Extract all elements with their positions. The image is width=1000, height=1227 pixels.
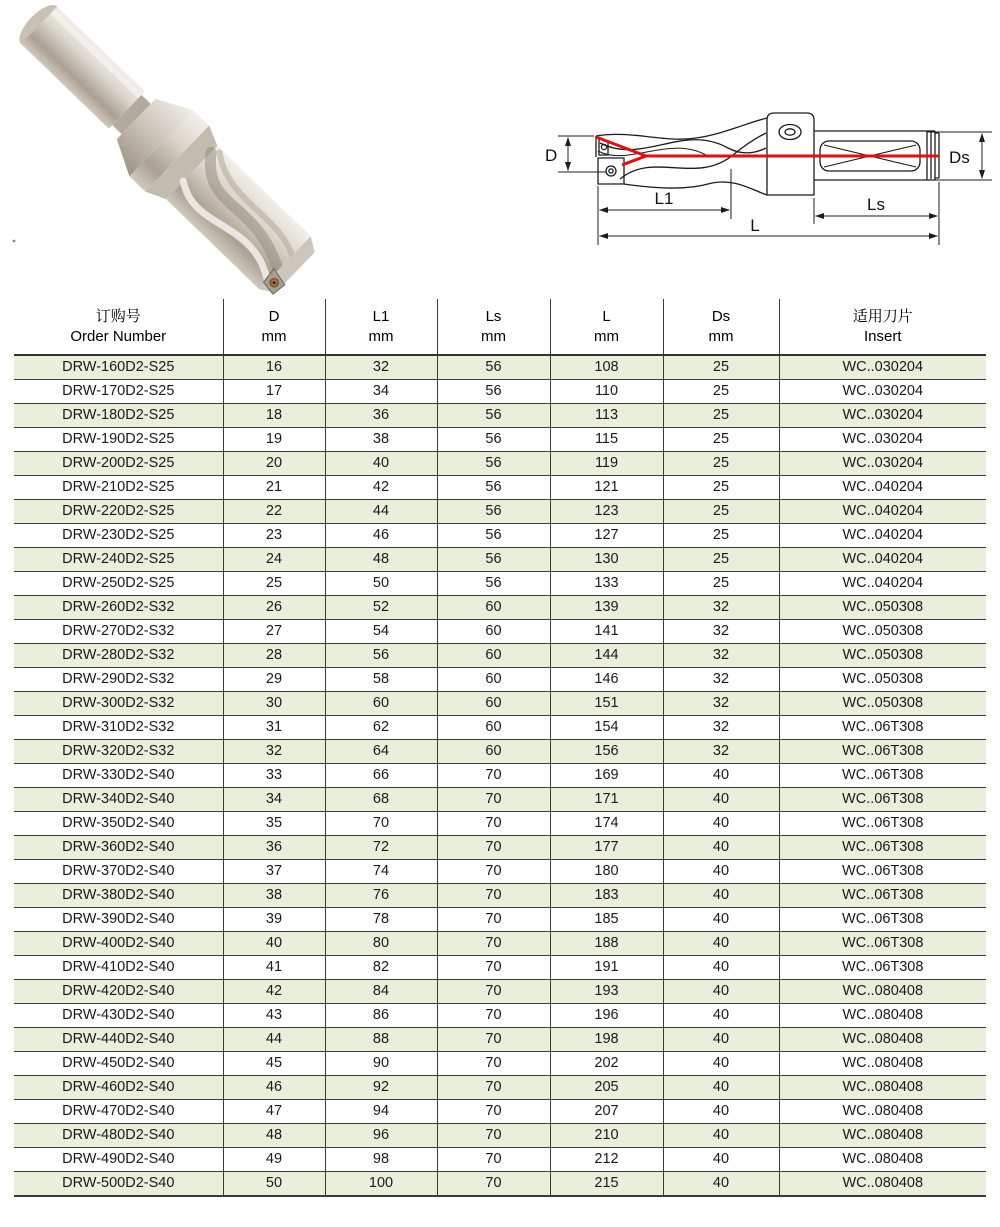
table-cell: 60 [437,619,550,643]
table-cell: 25 [663,547,779,571]
table-row [14,1027,986,1051]
table-cell: 56 [437,523,550,547]
table-cell: 48 [325,547,437,571]
table-row [14,1075,986,1099]
table-cell: 113 [550,403,663,427]
table-cell: 40 [663,859,779,883]
table-cell: DRW-280D2-S32 [14,643,223,667]
table-cell: WC..030204 [779,427,986,451]
table-cell: 32 [663,595,779,619]
table-cell: 40 [663,835,779,859]
table-cell: 25 [663,427,779,451]
table-cell: 70 [437,835,550,859]
table-cell: 139 [550,595,663,619]
table-cell: 66 [325,763,437,787]
table-cell: 70 [437,787,550,811]
col-header-ls: Ls mm [437,299,550,355]
table-cell: 39 [223,907,325,931]
table-cell: DRW-350D2-S40 [14,811,223,835]
table-cell: DRW-470D2-S40 [14,1099,223,1123]
table-cell: WC..030204 [779,379,986,403]
speck [13,240,16,243]
table-cell: 56 [437,475,550,499]
table-cell: 60 [437,643,550,667]
table-cell: 29 [223,667,325,691]
dim-label-ls: Ls [867,195,885,214]
table-cell: WC..06T308 [779,859,986,883]
table-cell: DRW-210D2-S25 [14,475,223,499]
table-cell: WC..080408 [779,1003,986,1027]
table-cell: 68 [325,787,437,811]
table-cell: 32 [663,619,779,643]
table-cell: 40 [663,979,779,1003]
table-row [14,1003,986,1027]
table-cell: 70 [437,1147,550,1171]
table-cell: 56 [437,571,550,595]
table-cell: 18 [223,403,325,427]
table-cell: 82 [325,955,437,979]
table-cell: 70 [437,883,550,907]
table-cell: 40 [663,787,779,811]
table-cell: DRW-370D2-S40 [14,859,223,883]
table-cell: WC..080408 [779,1147,986,1171]
table-cell: DRW-500D2-S40 [14,1171,223,1196]
table-row [14,571,986,595]
table-cell: 144 [550,643,663,667]
table-cell: DRW-270D2-S32 [14,619,223,643]
table-cell: 24 [223,547,325,571]
dim-label-l1: L1 [654,189,674,208]
table-cell: 56 [437,451,550,475]
table-row [14,763,986,787]
table-cell: WC..080408 [779,1123,986,1147]
table-row [14,931,986,955]
table-cell: DRW-180D2-S25 [14,403,223,427]
table-row [14,403,986,427]
table-row [14,427,986,451]
table-cell: 171 [550,787,663,811]
table-cell: 42 [325,475,437,499]
col-header-order-number: 订购号 Order Number [14,299,223,355]
table-cell: 52 [325,595,437,619]
table-cell: WC..080408 [779,1171,986,1196]
table-cell: 56 [437,547,550,571]
dim-label-d: D [545,146,558,165]
table-cell: 215 [550,1171,663,1196]
table-cell: 133 [550,571,663,595]
table-cell: DRW-160D2-S25 [14,355,223,380]
table-cell: DRW-360D2-S40 [14,835,223,859]
table-row [14,451,986,475]
table-cell: 50 [325,571,437,595]
table-cell: WC..050308 [779,643,986,667]
table-cell: 45 [223,1051,325,1075]
table-cell: WC..06T308 [779,763,986,787]
table-cell: WC..080408 [779,1027,986,1051]
table-cell: DRW-380D2-S40 [14,883,223,907]
table-cell: 40 [663,763,779,787]
table-cell: 36 [325,403,437,427]
table-cell: 17 [223,379,325,403]
table-cell: 130 [550,547,663,571]
table-row [14,979,986,1003]
table-cell: DRW-300D2-S32 [14,691,223,715]
table-cell: 60 [437,739,550,763]
table-cell: 31 [223,715,325,739]
table-cell: DRW-290D2-S32 [14,667,223,691]
table-row [14,355,986,380]
table-row [14,907,986,931]
table-cell: DRW-170D2-S25 [14,379,223,403]
table-cell: 40 [663,883,779,907]
table-cell: 58 [325,667,437,691]
table-cell: 20 [223,451,325,475]
col-header-l: L mm [550,299,663,355]
table-body [14,355,986,1196]
table-cell: 70 [437,859,550,883]
table-cell: 49 [223,1147,325,1171]
table-cell: 42 [223,979,325,1003]
table-cell: 21 [223,475,325,499]
table-cell: 40 [663,955,779,979]
table-row [14,667,986,691]
table-cell: DRW-260D2-S32 [14,595,223,619]
table-cell: 35 [223,811,325,835]
table-cell: 188 [550,931,663,955]
table-cell: 70 [437,1075,550,1099]
table-cell: 174 [550,811,663,835]
table-cell: 60 [437,691,550,715]
table-cell: 119 [550,451,663,475]
table-cell: 121 [550,475,663,499]
table-cell: 70 [437,955,550,979]
table-cell: 185 [550,907,663,931]
table-cell: 40 [663,811,779,835]
table-row [14,1147,986,1171]
table-cell: 40 [663,907,779,931]
table-cell: 56 [437,355,550,380]
table-cell: 23 [223,523,325,547]
table-cell: DRW-420D2-S40 [14,979,223,1003]
table-cell: 40 [663,1147,779,1171]
table-cell: WC..030204 [779,403,986,427]
table-cell: WC..06T308 [779,787,986,811]
table-cell: 27 [223,619,325,643]
table-cell: 16 [223,355,325,380]
table-cell: 90 [325,1051,437,1075]
table-cell: WC..040204 [779,523,986,547]
table-cell: DRW-340D2-S40 [14,787,223,811]
table-cell: WC..06T308 [779,715,986,739]
table-cell: 70 [437,1099,550,1123]
table-cell: 70 [437,811,550,835]
table-cell: 25 [223,571,325,595]
table-row [14,1171,986,1196]
table-cell: 32 [663,667,779,691]
table-cell: 108 [550,355,663,380]
table-cell: WC..040204 [779,475,986,499]
table-cell: DRW-410D2-S40 [14,955,223,979]
table-cell: 70 [437,931,550,955]
table-cell: 34 [325,379,437,403]
table-cell: DRW-460D2-S40 [14,1075,223,1099]
table-cell: 40 [663,1075,779,1099]
table-row [14,619,986,643]
table-cell: 205 [550,1075,663,1099]
table-row [14,475,986,499]
table-cell: DRW-480D2-S40 [14,1123,223,1147]
table-cell: 47 [223,1099,325,1123]
table-cell: DRW-250D2-S25 [14,571,223,595]
table-cell: 156 [550,739,663,763]
table-cell: DRW-320D2-S32 [14,739,223,763]
table-cell: 56 [437,403,550,427]
table-cell: DRW-400D2-S40 [14,931,223,955]
table-cell: 70 [437,907,550,931]
table-cell: 38 [223,883,325,907]
table-cell: WC..050308 [779,595,986,619]
table-cell: 32 [663,691,779,715]
table-cell: 180 [550,859,663,883]
table-cell: DRW-390D2-S40 [14,907,223,931]
dim-label-l: L [750,216,760,235]
table-cell: 70 [437,1123,550,1147]
table-cell: 100 [325,1171,437,1196]
table-cell: 40 [663,1171,779,1196]
table-row [14,1123,986,1147]
table-cell: 32 [663,739,779,763]
table-cell: 76 [325,883,437,907]
table-cell: 96 [325,1123,437,1147]
table-cell: 196 [550,1003,663,1027]
table-row [14,595,986,619]
table-cell: 25 [663,451,779,475]
table-row [14,739,986,763]
table-cell: 70 [325,811,437,835]
col-header-d: D mm [223,299,325,355]
table-cell: 40 [223,931,325,955]
table-cell: 25 [663,499,779,523]
table-cell: 40 [663,1027,779,1051]
table-cell: 70 [437,1027,550,1051]
table-cell: 154 [550,715,663,739]
table-cell: DRW-440D2-S40 [14,1027,223,1051]
table-cell: 62 [325,715,437,739]
table-cell: 32 [223,739,325,763]
table-cell: 141 [550,619,663,643]
table-cell: WC..06T308 [779,883,986,907]
table-cell: 74 [325,859,437,883]
table-cell: WC..06T308 [779,835,986,859]
table-cell: DRW-330D2-S40 [14,763,223,787]
table-cell: 25 [663,355,779,380]
table-cell: 56 [437,427,550,451]
table-cell: 41 [223,955,325,979]
table-cell: DRW-430D2-S40 [14,1003,223,1027]
table-cell: 88 [325,1027,437,1051]
table-cell: 44 [325,499,437,523]
table-cell: 48 [223,1123,325,1147]
table-cell: 60 [325,691,437,715]
product-photo [0,0,335,300]
table-cell: DRW-450D2-S40 [14,1051,223,1075]
table-cell: 34 [223,787,325,811]
table-cell: 25 [663,403,779,427]
table-cell: 92 [325,1075,437,1099]
col-header-ds: Ds mm [663,299,779,355]
table-cell: 19 [223,427,325,451]
table-cell: 56 [437,379,550,403]
table-cell: 64 [325,739,437,763]
table-cell: 25 [663,379,779,403]
table-cell: 32 [325,355,437,380]
table-cell: 40 [325,451,437,475]
table-cell: 80 [325,931,437,955]
table-cell: WC..040204 [779,571,986,595]
table-cell: 198 [550,1027,663,1051]
table-cell: 70 [437,1003,550,1027]
table-cell: 72 [325,835,437,859]
col-header-l1: L1 mm [325,299,437,355]
table-cell: 50 [223,1171,325,1196]
table-cell: 60 [437,667,550,691]
table-cell: 202 [550,1051,663,1075]
table-cell: WC..030204 [779,355,986,380]
table-cell: 40 [663,931,779,955]
table-cell: DRW-490D2-S40 [14,1147,223,1171]
table-cell: 70 [437,1171,550,1196]
table-cell: 84 [325,979,437,1003]
table-header [14,299,986,355]
table-cell: 38 [325,427,437,451]
table-cell: 110 [550,379,663,403]
table-cell: WC..080408 [779,979,986,1003]
dim-label-ds: Ds [949,148,970,167]
table-row [14,547,986,571]
table-row [14,835,986,859]
table-cell: 22 [223,499,325,523]
table-cell: WC..050308 [779,619,986,643]
table-cell: 32 [663,715,779,739]
table-row [14,955,986,979]
table-cell: 94 [325,1099,437,1123]
table-row [14,1099,986,1123]
table-cell: 46 [223,1075,325,1099]
table-cell: 191 [550,955,663,979]
table-row [14,787,986,811]
table-cell: 54 [325,619,437,643]
table-cell: 210 [550,1123,663,1147]
table-row [14,715,986,739]
col-header-insert: 适用刀片 Insert [779,299,986,355]
spec-table [14,299,986,1197]
table-cell: 98 [325,1147,437,1171]
table-cell: 33 [223,763,325,787]
table-cell: WC..06T308 [779,907,986,931]
table-cell: 177 [550,835,663,859]
table-cell: 146 [550,667,663,691]
table-cell: WC..080408 [779,1099,986,1123]
table-cell: 60 [437,595,550,619]
table-row [14,859,986,883]
table-cell: 28 [223,643,325,667]
table-row [14,1051,986,1075]
table-cell: 32 [663,643,779,667]
table-cell: DRW-220D2-S25 [14,499,223,523]
table-cell: WC..040204 [779,499,986,523]
table-cell: 127 [550,523,663,547]
table-cell: 37 [223,859,325,883]
table-cell: 115 [550,427,663,451]
table-cell: 43 [223,1003,325,1027]
table-cell: WC..050308 [779,667,986,691]
table-cell: 25 [663,571,779,595]
table-cell: 86 [325,1003,437,1027]
table-cell: WC..050308 [779,691,986,715]
table-row [14,379,986,403]
table-cell: 30 [223,691,325,715]
table-cell: 40 [663,1051,779,1075]
table-cell: WC..06T308 [779,811,986,835]
table-cell: 44 [223,1027,325,1051]
table-cell: WC..06T308 [779,931,986,955]
table-cell: 26 [223,595,325,619]
table-cell: DRW-190D2-S25 [14,427,223,451]
table-cell: 78 [325,907,437,931]
table-cell: WC..080408 [779,1051,986,1075]
table-cell: WC..030204 [779,451,986,475]
table-row [14,883,986,907]
table-cell: DRW-310D2-S32 [14,715,223,739]
table-cell: 70 [437,1051,550,1075]
drill-outline [596,113,939,195]
table-row [14,499,986,523]
table-cell: DRW-230D2-S25 [14,523,223,547]
table-cell: WC..040204 [779,547,986,571]
table-cell: 56 [437,499,550,523]
table-cell: 193 [550,979,663,1003]
table-cell: 60 [437,715,550,739]
table-cell: 70 [437,763,550,787]
table-cell: 25 [663,523,779,547]
table-cell: 40 [663,1099,779,1123]
table-cell: WC..080408 [779,1075,986,1099]
table-cell: 207 [550,1099,663,1123]
table-row [14,523,986,547]
table-cell: 70 [437,979,550,1003]
dimension-diagram [528,93,1000,265]
table-cell: 40 [663,1003,779,1027]
table-cell: 40 [663,1123,779,1147]
table-cell: 212 [550,1147,663,1171]
table-cell: 56 [325,643,437,667]
table-cell: 46 [325,523,437,547]
table-cell: 183 [550,883,663,907]
table-cell: 123 [550,499,663,523]
table-cell: 25 [663,475,779,499]
table-cell: 151 [550,691,663,715]
table-row [14,643,986,667]
table-cell: WC..06T308 [779,955,986,979]
table-row [14,811,986,835]
table-cell: DRW-200D2-S25 [14,451,223,475]
table-cell: DRW-240D2-S25 [14,547,223,571]
table-cell: WC..06T308 [779,739,986,763]
table-row [14,691,986,715]
table-cell: 36 [223,835,325,859]
table-cell: 169 [550,763,663,787]
